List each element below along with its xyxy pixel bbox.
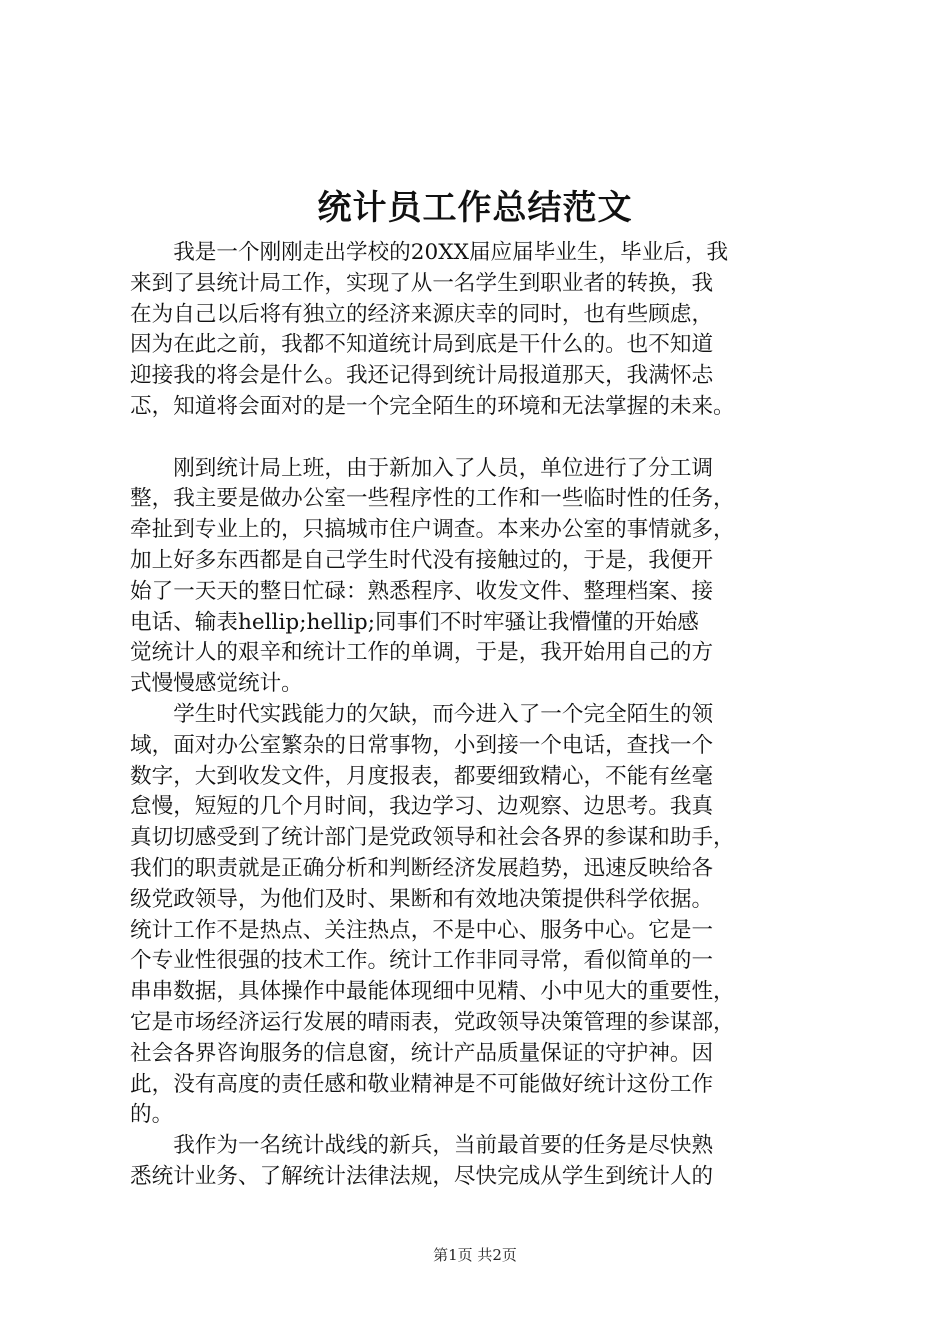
paragraph-gap bbox=[130, 423, 825, 454]
text-line: 我作为一名统计战线的新兵，当前最首要的任务是尽快熟 bbox=[130, 1133, 714, 1159]
text-line: 级党政领导，为他们及时、果断和有效地决策提供科学依据。 bbox=[130, 886, 714, 912]
text-line: 真切切感受到了统计部门是党政领导和社会各界的参谋和助手， bbox=[130, 825, 735, 851]
text-line: 始了一天天的整日忙碌：熟悉程序、收发文件、整理档案、接 bbox=[130, 578, 714, 604]
text-line: 式慢慢感觉统计。 bbox=[130, 671, 303, 697]
text-line: 串串数据，具体操作中最能体现细中见精、小中见大的重要性， bbox=[130, 979, 735, 1005]
text-line: 加上好多东西都是自己学生时代没有接触过的，于是，我便开 bbox=[130, 547, 714, 573]
text-line: 数字，大到收发文件，月度报表，都要细致精心，不能有丝毫 bbox=[130, 763, 714, 789]
text-line: 刚到统计局上班，由于新加入了人员，单位进行了分工调 bbox=[130, 455, 714, 481]
text-line: 学生时代实践能力的欠缺，而今进入了一个完全陌生的领 bbox=[130, 701, 714, 727]
text-line: 我们的职责就是正确分析和判断经济发展趋势，迅速反映给各 bbox=[130, 855, 714, 881]
document-body bbox=[130, 238, 825, 1193]
text-line: 它是市场经济运行发展的晴雨表，党政领导决策管理的参谋部， bbox=[130, 1009, 735, 1035]
text-line: 统计工作不是热点、关注热点，不是中心、服务中心。它是一 bbox=[130, 917, 714, 943]
text-line: 因为在此之前，我都不知道统计局到底是干什么的。也不知道 bbox=[130, 332, 714, 358]
document-title: 统计员工作总结范文 bbox=[317, 188, 633, 228]
text-line: 忑，知道将会面对的是一个完全陌生的环境和无法掌握的未来。 bbox=[130, 393, 735, 419]
text-line: 我是一个刚刚走出学校的20XX届应届毕业生，毕业后，我 bbox=[130, 240, 729, 265]
text-line: 来到了县统计局工作，实现了从一名学生到职业者的转换，我 bbox=[130, 270, 714, 296]
page-footer: 第1页 共2页 bbox=[433, 1246, 517, 1264]
text-line: 悉统计业务、了解统计法律法规，尽快完成从学生到统计人的 bbox=[130, 1163, 714, 1189]
text-line: 牵扯到专业上的，只搞城市住户调查。本来办公室的事情就多， bbox=[130, 517, 735, 543]
text-line: 在为自己以后将有独立的经济来源庆幸的同时，也有些顾虑， bbox=[130, 301, 714, 327]
text-line: 的。 bbox=[130, 1102, 174, 1128]
text-line: 域，面对办公室繁杂的日常事物，小到接一个电话，查找一个 bbox=[130, 732, 714, 758]
text-line: 社会各界咨询服务的信息窗，统计产品质量保证的守护神。因 bbox=[130, 1040, 714, 1066]
text-line: 此，没有高度的责任感和敬业精神是不可能做好统计这份工作 bbox=[130, 1071, 714, 1097]
text-line: 觉统计人的艰辛和统计工作的单调，于是，我开始用自己的方 bbox=[130, 640, 714, 666]
text-line: 怠慢，短短的几个月时间，我边学习、边观察、边思考。我真 bbox=[130, 794, 714, 820]
text-line: 个专业性很强的技术工作。统计工作非同寻常，看似简单的一 bbox=[130, 948, 714, 974]
text-line: 迎接我的将会是什么。我还记得到统计局报道那天，我满怀忐 bbox=[130, 363, 714, 389]
text-line: 电话、输表hellip;hellip;同事们不时牢骚让我懵懂的开始感 bbox=[130, 609, 699, 635]
text-line: 整，我主要是做办公室一些程序性的工作和一些临时性的任务， bbox=[130, 486, 735, 512]
